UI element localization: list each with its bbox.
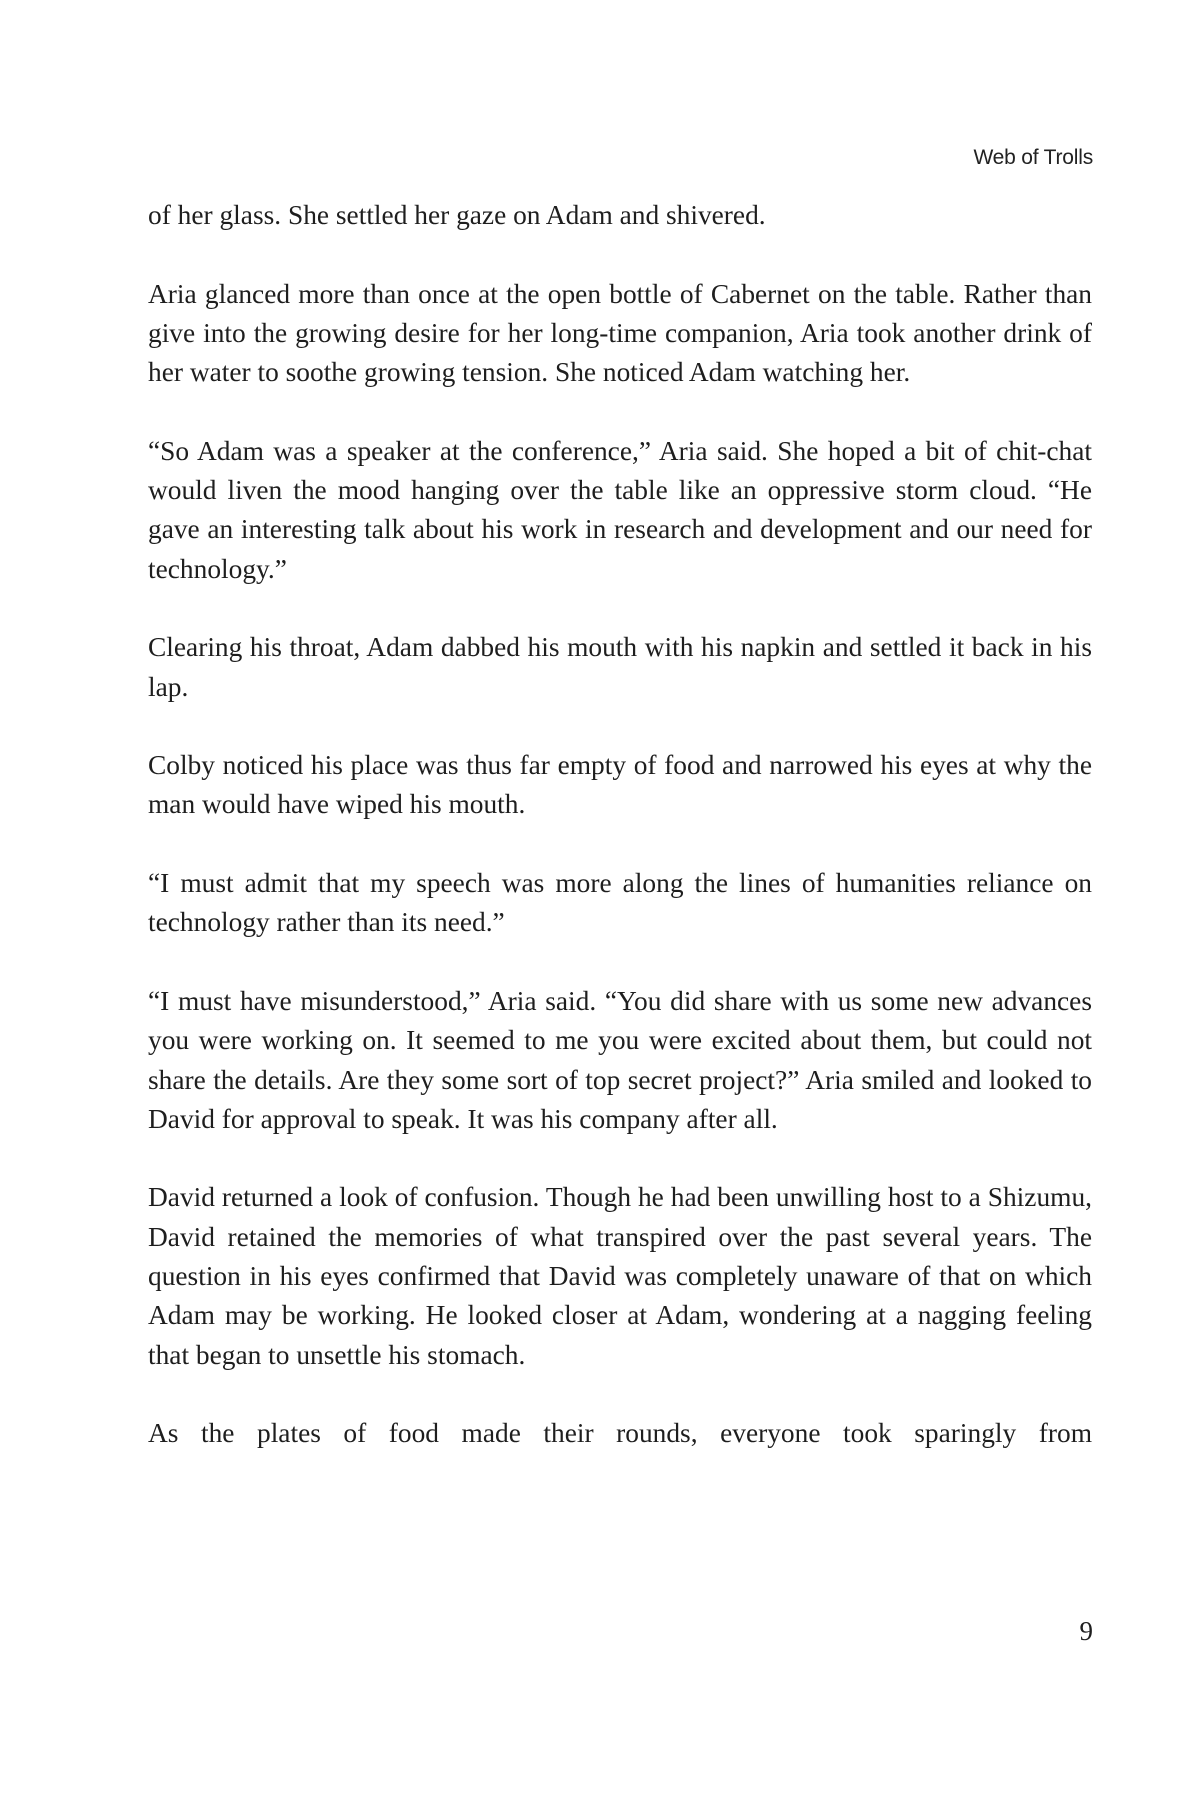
paragraph-continued: As the plates of food made their rounds, everyone took sparingly from [148,1418,1092,1449]
body-text [148,196,1092,1454]
paragraph: Clearing his throat, Adam dabbed his mouth with his napkin and settled it back in his lap. [148,632,1092,702]
paragraph: “I must have misunderstood,” Aria said. “You did share with us some new advances you were working on. It seemed to me you were excited about them, but could not share the details. Are they some sort of top secret project?” Aria smiled and looked to David for approval to speak. It was his company after all. [148,985,1092,1134]
page-number: 9 [1079,1616,1093,1646]
paragraph: of her glass. She settled her gaze on Adam and shivered. [148,200,766,230]
paragraph: “So Adam was a speaker at the conference,” Aria said. She hoped a bit of chit-chat would liven the mood hanging over the table like an oppressive storm cloud. “He gave an interesting talk about his work in research and development and our need for technology.” [148,435,1092,584]
paragraph: Aria glanced more than once at the open bottle of Cabernet on the table. Rather than give into the growing desire for her long-time companion, Aria took another drink of her water to soothe growing tension. She noticed Adam watching her. [148,278,1092,388]
running-header-title: Web of Trolls [973,146,1093,169]
paragraph: David returned a look of confusion. Though he had been unwilling host to a Shizumu, David retained the memories of what transpired over the past several years. The question in his eyes confirmed that David was completely unaware of that on which Adam may be working. He looked closer at Adam, wondering at a nagging feeling that began to unsettle his stomach. [148,1182,1092,1370]
paragraph: “I must admit that my speech was more along the lines of humanities reliance on technology rather than its need.” [148,868,1092,938]
paragraph: Colby noticed his place was thus far empty of food and narrowed his eyes at why the man would have wiped his mouth. [148,750,1092,820]
